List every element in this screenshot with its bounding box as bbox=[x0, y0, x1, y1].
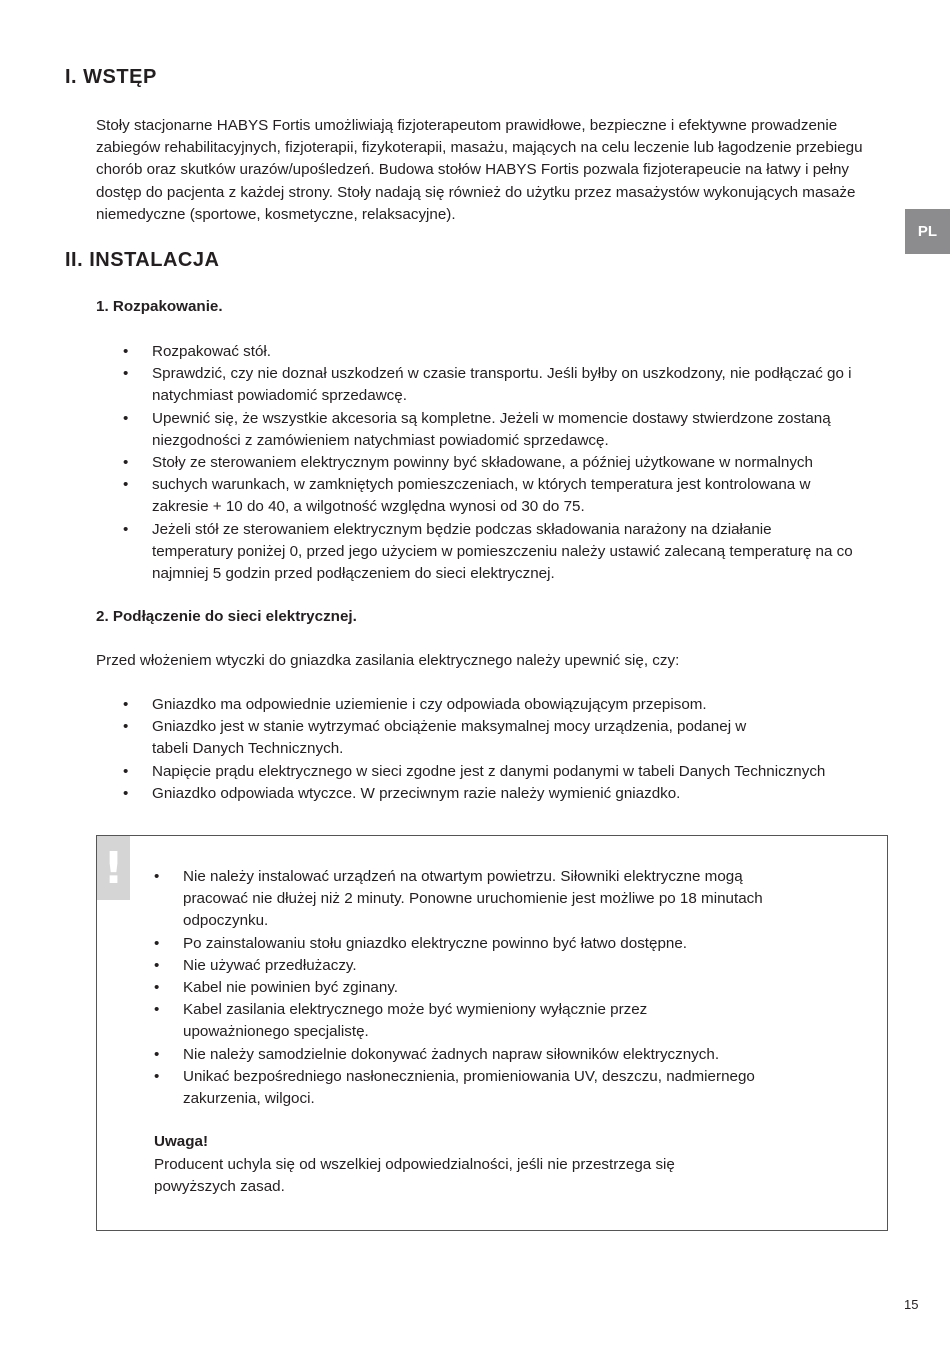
unpacking-list bbox=[123, 341, 893, 585]
language-tab: PL bbox=[905, 209, 950, 254]
exclamation-icon: ! bbox=[97, 836, 130, 900]
note-title: Uwaga! bbox=[154, 1133, 209, 1150]
list-item: • Nie używać przedłużaczy. bbox=[154, 955, 809, 977]
list-item: • Gniazdko jest w stanie wytrzymać obciążenie maksymalnej mocy urządzenia, podanej w tabeli Danych Technicznych. bbox=[123, 716, 893, 760]
list-item: • Gniazdko ma odpowiednie uziemienie i czy odpowiada obowiązującym przepisom. bbox=[123, 694, 893, 716]
list-item: • Kabel nie powinien być zginany. bbox=[154, 977, 809, 999]
power-connection-intro: Przed włożeniem wtyczki do gniazdka zasilania elektrycznego należy upewnić się, czy: bbox=[96, 652, 680, 669]
power-connection-list bbox=[123, 694, 893, 805]
list-item: • Kabel zasilania elektrycznego może być wymieniony wyłącznie przez upoważnionego specjalistę. bbox=[154, 999, 809, 1043]
list-item: • Nie należy samodzielnie dokonywać żadnych napraw siłowników elektrycznych. bbox=[154, 1044, 809, 1066]
list-item: • suchych warunkach, w zamkniętych pomieszczeniach, w których temperatura jest kontrolowana w zakresie + 10 do 40, a wilgotność względna wynosi od 30 do 75. bbox=[123, 474, 893, 518]
list-item: • Upewnić się, że wszystkie akcesoria są kompletne. Jeżeli w momencie dostawy stwierdzone zostaną niezgodności z zamówieniem natychmiast powiadomić sprzedawcę. bbox=[123, 408, 893, 452]
note-body: Producent uchyla się od wszelkiej odpowiedzialności, jeśli nie przestrzega się powyższych zasad. bbox=[154, 1156, 675, 1196]
list-item: • Unikać bezpośredniego nasłonecznienia, promieniowania UV, deszczu, nadmiernego zakurzenia, wilgoci. bbox=[154, 1066, 809, 1110]
list-item: • Napięcie prądu elektrycznego w sieci zgodne jest z danymi podanymi w tabeli Danych Technicznych bbox=[123, 761, 893, 783]
section-title-introduction: I. WSTĘP bbox=[65, 66, 157, 88]
warning-list bbox=[154, 866, 809, 1110]
page-number: 15 bbox=[904, 1297, 919, 1312]
introduction-paragraph: Stoły stacjonarne HABYS Fortis umożliwiają fizjoterapeutom prawidłowe, bezpieczne i efektywne prowadzenie zabiegów rehabilitacyjnych, fizjoterapii, fizykoterapii, masażu, mających na celu leczenie lub łagodzenie przebiegu chorób oraz skutków urazów/upośledzeń. Budowa stołów HABYS Fortis pozwala fizjoterapeucie na łatwy i pełny dostęp do pacjenta z każdej strony. Stoły nadają się również do użytku przez masażystów wykonujących masaże niemedyczne (sportowe, kosmetyczne, relaksacyjne). bbox=[96, 117, 863, 223]
subsection-title-unpacking: 1. Rozpakowanie. bbox=[96, 298, 223, 315]
section-title-installation: II. INSTALACJA bbox=[65, 249, 220, 271]
list-item: • Sprawdzić, czy nie doznał uszkodzeń w czasie transportu. Jeśli byłby on uszkodzony, nie podłączać go i natychmiast powiadomić sprzedawcę. bbox=[123, 363, 893, 407]
list-item: • Po zainstalowaniu stołu gniazdko elektryczne powinno być łatwo dostępne. bbox=[154, 933, 809, 955]
list-item: • Nie należy instalować urządzeń na otwartym powietrzu. Siłowniki elektryczne mogą pracować nie dłużej niż 2 minuty. Ponowne uruchomienie jest możliwe po 18 minutach odpoczynku. bbox=[154, 866, 809, 933]
subsection-title-power-connection: 2. Podłączenie do sieci elektrycznej. bbox=[96, 608, 357, 625]
list-item: • Stoły ze sterowaniem elektrycznym powinny być składowane, a później użytkowane w normalnych bbox=[123, 452, 893, 474]
list-item: • Jeżeli stół ze sterowaniem elektrycznym będzie podczas składowania narażony na działanie temperatury poniżej 0, przed jego użyciem w pomieszczeniu należy ustawić zalecaną temperaturę na co najmniej 5 godzin przed podłączeniem do sieci elektrycznej. bbox=[123, 519, 893, 586]
list-item: • Gniazdko odpowiada wtyczce. W przeciwnym razie należy wymienić gniazdko. bbox=[123, 783, 893, 805]
list-item: • Rozpakować stół. bbox=[123, 341, 893, 363]
